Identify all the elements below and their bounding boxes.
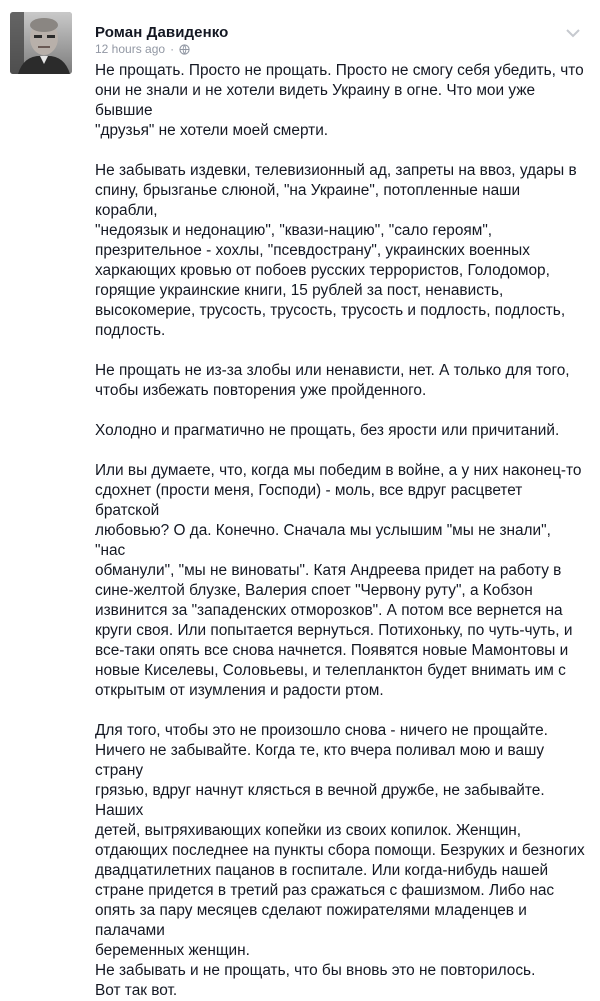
timestamp[interactable]: 12 hours ago <box>95 42 166 56</box>
post-paragraph: Не прощать не из-за злобы или ненависти, нет. А только для того, чтобы избежать повторения уже пройденного. <box>95 362 570 399</box>
post-paragraph: Или вы думаете, что, когда мы победим в войне, а у них наконец-то сдохнет (прости меня, Господи) - моль, все вдруг расцветет братской любовью? О да. Конечно. Сначала мы услышим "мы не знали", "нас обманули", "мы не виноваты". Катя Андреева придет на работу в сине-желтой блузке, Валерия споет "Червону руту", а Кобзон извинится за "западенских отморозков". А потом все вернется на круги своя. Или попытается вернуться. Потихоньку, по чуть-чуть, и все-таки опять все снова начнется. Появятся новые Мамонтовы и новые Киселевы, Соловьевы, и телепланктон будет внимать им с открытым от изумления и радости ртом. <box>95 462 582 699</box>
author-name[interactable]: Роман Давиденко <box>95 24 229 41</box>
meta-separator: · <box>170 42 175 56</box>
post-body <box>95 61 585 1001</box>
post-meta <box>95 42 190 56</box>
globe-icon[interactable] <box>179 44 190 55</box>
post-paragraph: Не забывать издевки, телевизионный ад, запреты на ввоз, удары в спину, брызганье слюной, "на Украине", потопленные наши корабли, "недоязык и недонацию", "квази-нацию", "сало героям", презрительное - хохлы, "псевдострану", украинских военных харкающих кровью от побоев русских террористов, Голодомор, горящие украинские книги, 15 рублей за пост, ненависть, высокомерие, трусость, трусость, трусость и подлость, подлость, подлость. <box>95 162 577 339</box>
avatar[interactable] <box>10 12 72 74</box>
chevron-down-icon[interactable] <box>566 28 580 38</box>
post-paragraph: Не прощать. Просто не прощать. Просто не смогу себя убедить, что они не знали и не хотели видеть Украину в огне. Что мои уже бывшие "друзья" не хотели моей смерти. <box>95 62 584 139</box>
profile-photo-icon <box>10 12 72 74</box>
post-paragraph: Холодно и прагматично не прощать, без ярости или причитаний. <box>95 422 560 439</box>
post-paragraph: Для того, чтобы это не произошло снова - ничего не прощайте. Ничего не забывайте. Когда те, кто вчера поливал мою и вашу страну грязью, вдруг начнут клясться в вечной дружбе, не забывайте. Наших детей, вытряхивающих копейки из своих копилок. Женщин, отдающих последнее на пункты сбора помощи. Безруких и безногих двадцатилетних пацанов в госпитале. Или когда-нибудь нашей стране придется в третий раз сражаться с фашизмом. Либо нас опять за пару месяцев сделают пожирателями младенцев и палачами беременных женщин. Не забывать и не прощать, что бы вновь это не повторилось. Вот так вот. <box>95 722 585 999</box>
